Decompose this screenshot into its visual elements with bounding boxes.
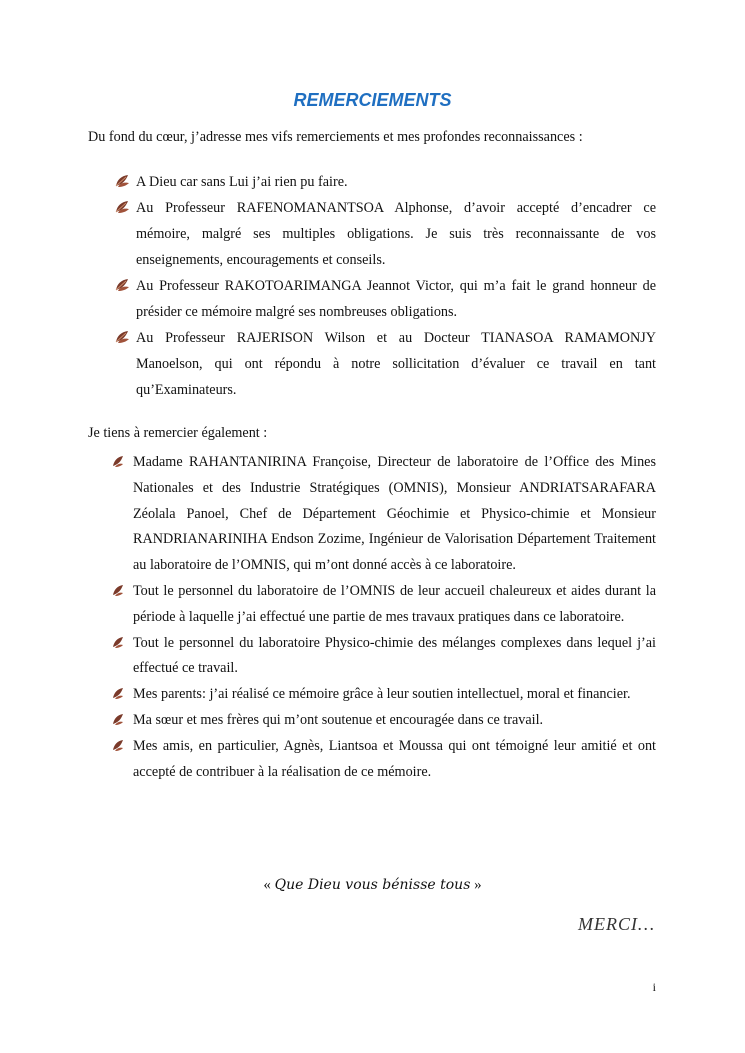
- merci-signoff: MERCI…: [578, 914, 655, 934]
- list-item-text: Au Professeur RAKOTOARIMANGA Jeannot Victor, qui m’a fait le grand honneur de présider ce mémoire malgré ses nombreuses obligations.: [136, 278, 656, 320]
- leaf-bullet-icon: [112, 739, 124, 752]
- list-item: [112, 631, 656, 683]
- leaf-bullet-icon: [114, 330, 130, 344]
- leaf-bullet-icon: [112, 584, 124, 597]
- leaf-bullet-icon: [112, 687, 124, 700]
- list-item-text: Au Professeur RAJERISON Wilson et au Docteur TIANASOA RAMAMONJY Manoelson, qui ont répondu à notre sollicitation d’évaluer ce travail en tant qu’Examinateurs.: [136, 330, 656, 398]
- list-item-text: Au Professeur RAFENOMANANTSOA Alphonse, d’avoir accepté d’encadrer ce mémoire, malgré ses multiples obligations. Je suis très reconnaissante de vos enseignements, encouragements et conseils.: [136, 200, 656, 268]
- list-item: [112, 579, 656, 631]
- page-title: REMERCIEMENTS: [293, 90, 452, 110]
- thanks-list-primary: [114, 169, 656, 403]
- leaf-bullet-icon: [112, 636, 124, 649]
- list-item: [112, 708, 656, 734]
- list-item-text: Mes parents: j’ai réalisé ce mémoire grâce à leur soutien intellectuel, moral et financier.: [133, 686, 631, 703]
- list-item: [112, 450, 656, 579]
- list-item: [112, 734, 656, 786]
- leaf-bullet-icon: [112, 455, 124, 468]
- list-item: [114, 273, 656, 325]
- list-item-text: A Dieu car sans Lui j’ai rien pu faire.: [136, 174, 348, 190]
- leaf-bullet-icon: [114, 278, 130, 292]
- blessing-open-quote: «: [263, 877, 271, 893]
- leaf-bullet-icon: [112, 713, 124, 726]
- list-item-text: Tout le personnel du laboratoire Physico-chimie des mélanges complexes dans lequel j’ai effectué ce travail.: [133, 634, 656, 677]
- blessing-quote: [0, 877, 745, 894]
- list-item: [114, 195, 656, 273]
- blessing-close-quote: »: [474, 877, 482, 893]
- intro-paragraph: Du fond du cœur, j’adresse mes vifs remerciements et mes profondes reconnaissances :: [88, 129, 583, 145]
- blessing-text: Que Dieu vous bénisse tous: [274, 877, 471, 893]
- list-item: [114, 325, 656, 403]
- list-item-text: Tout le personnel du laboratoire de l’OMNIS de leur accueil chaleureux et aides durant la période à laquelle j’ai effectué une partie de mes travaux pratiques dans ce laboratoire.: [133, 582, 656, 625]
- list-item: [114, 169, 656, 195]
- leaf-bullet-icon: [114, 174, 130, 188]
- leaf-bullet-icon: [114, 200, 130, 214]
- list-item: [112, 682, 656, 708]
- page-number: i: [652, 980, 656, 994]
- list-item-text: Ma sœur et mes frères qui m’ont soutenue et encouragée dans ce travail.: [133, 711, 544, 728]
- second-intro-paragraph: Je tiens à remercier également :: [88, 425, 268, 441]
- list-item-text: Madame RAHANTANIRINA Françoise, Directeur de laboratoire de l’Office des Mines Nationales et des Industrie Stratégiques (OMNIS), Monsieur ANDRIATSARAFARA Zéolala Panoel, Chef de Département Géochimie et Physico-chimie et Monsieur RANDRIANARINIHA Endson Zozime, Ingénieur de Valorisation Département Traitement au laboratoire de l’OMNIS, qui m’ont donné accès à ce laboratoire.: [133, 454, 656, 574]
- thanks-list-secondary: [112, 450, 656, 785]
- list-item-text: Mes amis, en particulier, Agnès, Liantsoa et Moussa qui ont témoigné leur amitié et ont accepté de contribuer à la réalisation de ce mémoire.: [133, 737, 656, 780]
